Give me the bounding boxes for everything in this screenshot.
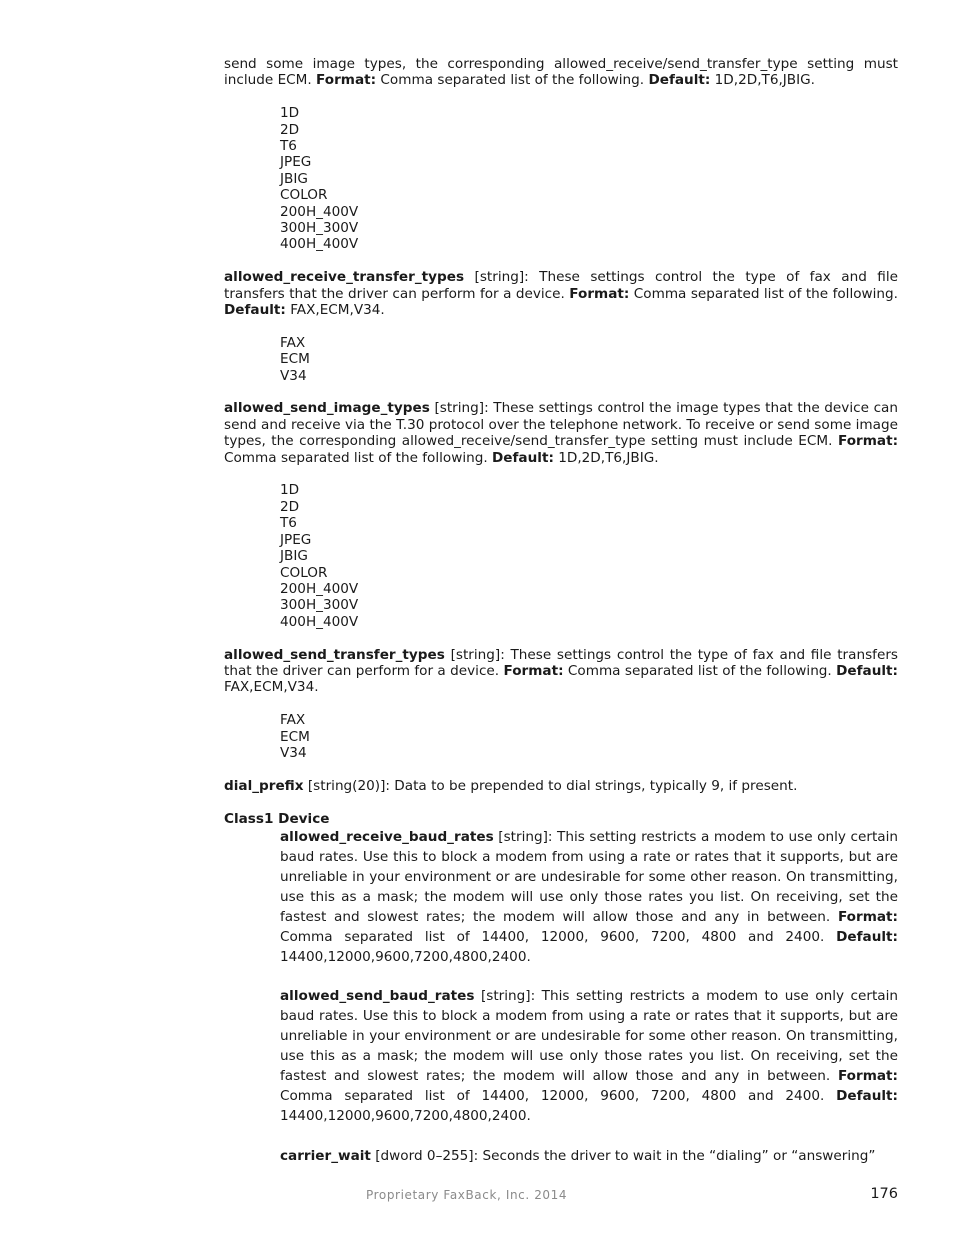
send-transfer-types-list <box>280 712 898 761</box>
setting-name: allowed_send_transfer_types <box>224 646 445 663</box>
list-item: 200H_400V <box>280 580 359 597</box>
setting-name: allowed_send_baud_rates <box>280 988 475 1005</box>
list-item: T6 <box>280 138 297 155</box>
send-image-types-list <box>280 482 898 630</box>
list-item: JBIG <box>280 170 308 187</box>
list-item: ECM <box>280 728 310 745</box>
list-item: V34 <box>280 744 307 761</box>
setting-name: allowed_receive_baud_rates <box>280 828 494 845</box>
list-item: COLOR <box>280 564 328 581</box>
list-item: 1D <box>280 482 300 499</box>
list-item: 400H_400V <box>280 613 359 630</box>
class1-device-section <box>280 827 898 1166</box>
list-item: JPEG <box>280 154 312 171</box>
list-item: JPEG <box>280 531 312 548</box>
list-item: 400H_400V <box>280 236 359 253</box>
carrier-wait-paragraph: carrier_wait [dword 0–255]: Seconds the driver to wait in the “dialing” or “answering” <box>280 1147 876 1164</box>
list-item: 2D <box>280 121 300 138</box>
class1-device-heading: Class1 Device <box>224 810 330 827</box>
setting-name: dial_prefix <box>224 777 304 794</box>
list-item: JBIG <box>280 548 308 565</box>
intro-paragraph: send some image types, the corresponding allowed_receive/send_transfer_type setting must include ECM. Format: Comma separated list of the following. Default: 1D,2D,T6,JBIG. <box>224 56 898 89</box>
allowed-send-baud-rates-paragraph: allowed_send_baud_rates [string]: This setting restricts a modem to use only certain baud rates. Use this to block a modem from using a rate or rates that it supports, but are unreliable in your environment or are undesirable for some other reason. On transmitting, use this as a mask; the modem will use only those rates you list. On receiving, set the fastest and slowest rates; the modem will allow those and any in between. Format: Comma separated list of 14400, 12000, 9600, 7200, 4800 and 2400. Default: 14400,12000,9600,7200,4800,2400. <box>280 988 898 1125</box>
setting-name: carrier_wait <box>280 1147 371 1164</box>
list-item: COLOR <box>280 187 328 204</box>
list-item: 300H_300V <box>280 220 359 237</box>
list-item: V34 <box>280 367 307 384</box>
page-number: 176 <box>870 1186 898 1202</box>
list-item: FAX <box>280 712 306 729</box>
list-item: FAX <box>280 334 306 351</box>
footer-copyright: Proprietary FaxBack, Inc. 2014 <box>366 1188 568 1202</box>
allowed-receive-baud-rates-paragraph: allowed_receive_baud_rates [string]: This setting restricts a modem to use only certain baud rates. Use this to block a modem from using a rate or rates that it supports, but are unreliable in your environment or are undesirable for some other reason. On transmitting, use this as a mask; the modem will use only those rates you list. On receiving, set the fastest and slowest rates; the modem will allow those and any in between. Format: Comma separated list of 14400, 12000, 9600, 7200, 4800 and 2400. Default: 14400,12000,9600,7200,4800,2400. <box>280 828 898 965</box>
dial-prefix-paragraph: dial_prefix [string(20)]: Data to be prepended to dial strings, typically 9, if present. <box>224 777 798 794</box>
list-item: 200H_400V <box>280 203 359 220</box>
list-item: ECM <box>280 351 310 368</box>
allowed-send-image-types-paragraph: allowed_send_image_types [string]: These settings control the image types that the device can send and receive via the T.30 protocol over the telephone network. To receive or send some image types, the corresponding allowed_receive/send_transfer_type setting must include ECM. Format: Comma separated list of the following. Default: 1D,2D,T6,JBIG. <box>224 400 899 466</box>
setting-name: allowed_send_image_types <box>224 400 430 417</box>
list-item: 300H_300V <box>280 597 359 614</box>
document-body <box>224 56 898 1166</box>
allowed-send-transfer-types-paragraph: allowed_send_transfer_types [string]: These settings control the type of fax and file transfers that the driver can perform for a device. Format: Comma separated list of the following. Default: FAX,ECM,V34. <box>224 646 898 696</box>
list-item: 1D <box>280 105 300 122</box>
allowed-receive-transfer-types-paragraph: allowed_receive_transfer_types [string]: These settings control the type of fax and file transfers that the driver can perform for a device. Format: Comma separated list of the following. Default: FAX,ECM,V34. <box>224 269 899 319</box>
setting-name: allowed_receive_transfer_types <box>224 269 465 286</box>
receive-transfer-types-list <box>280 335 898 384</box>
list-item: 2D <box>280 498 300 515</box>
intro-image-types-list <box>280 105 898 253</box>
list-item: T6 <box>280 515 297 532</box>
